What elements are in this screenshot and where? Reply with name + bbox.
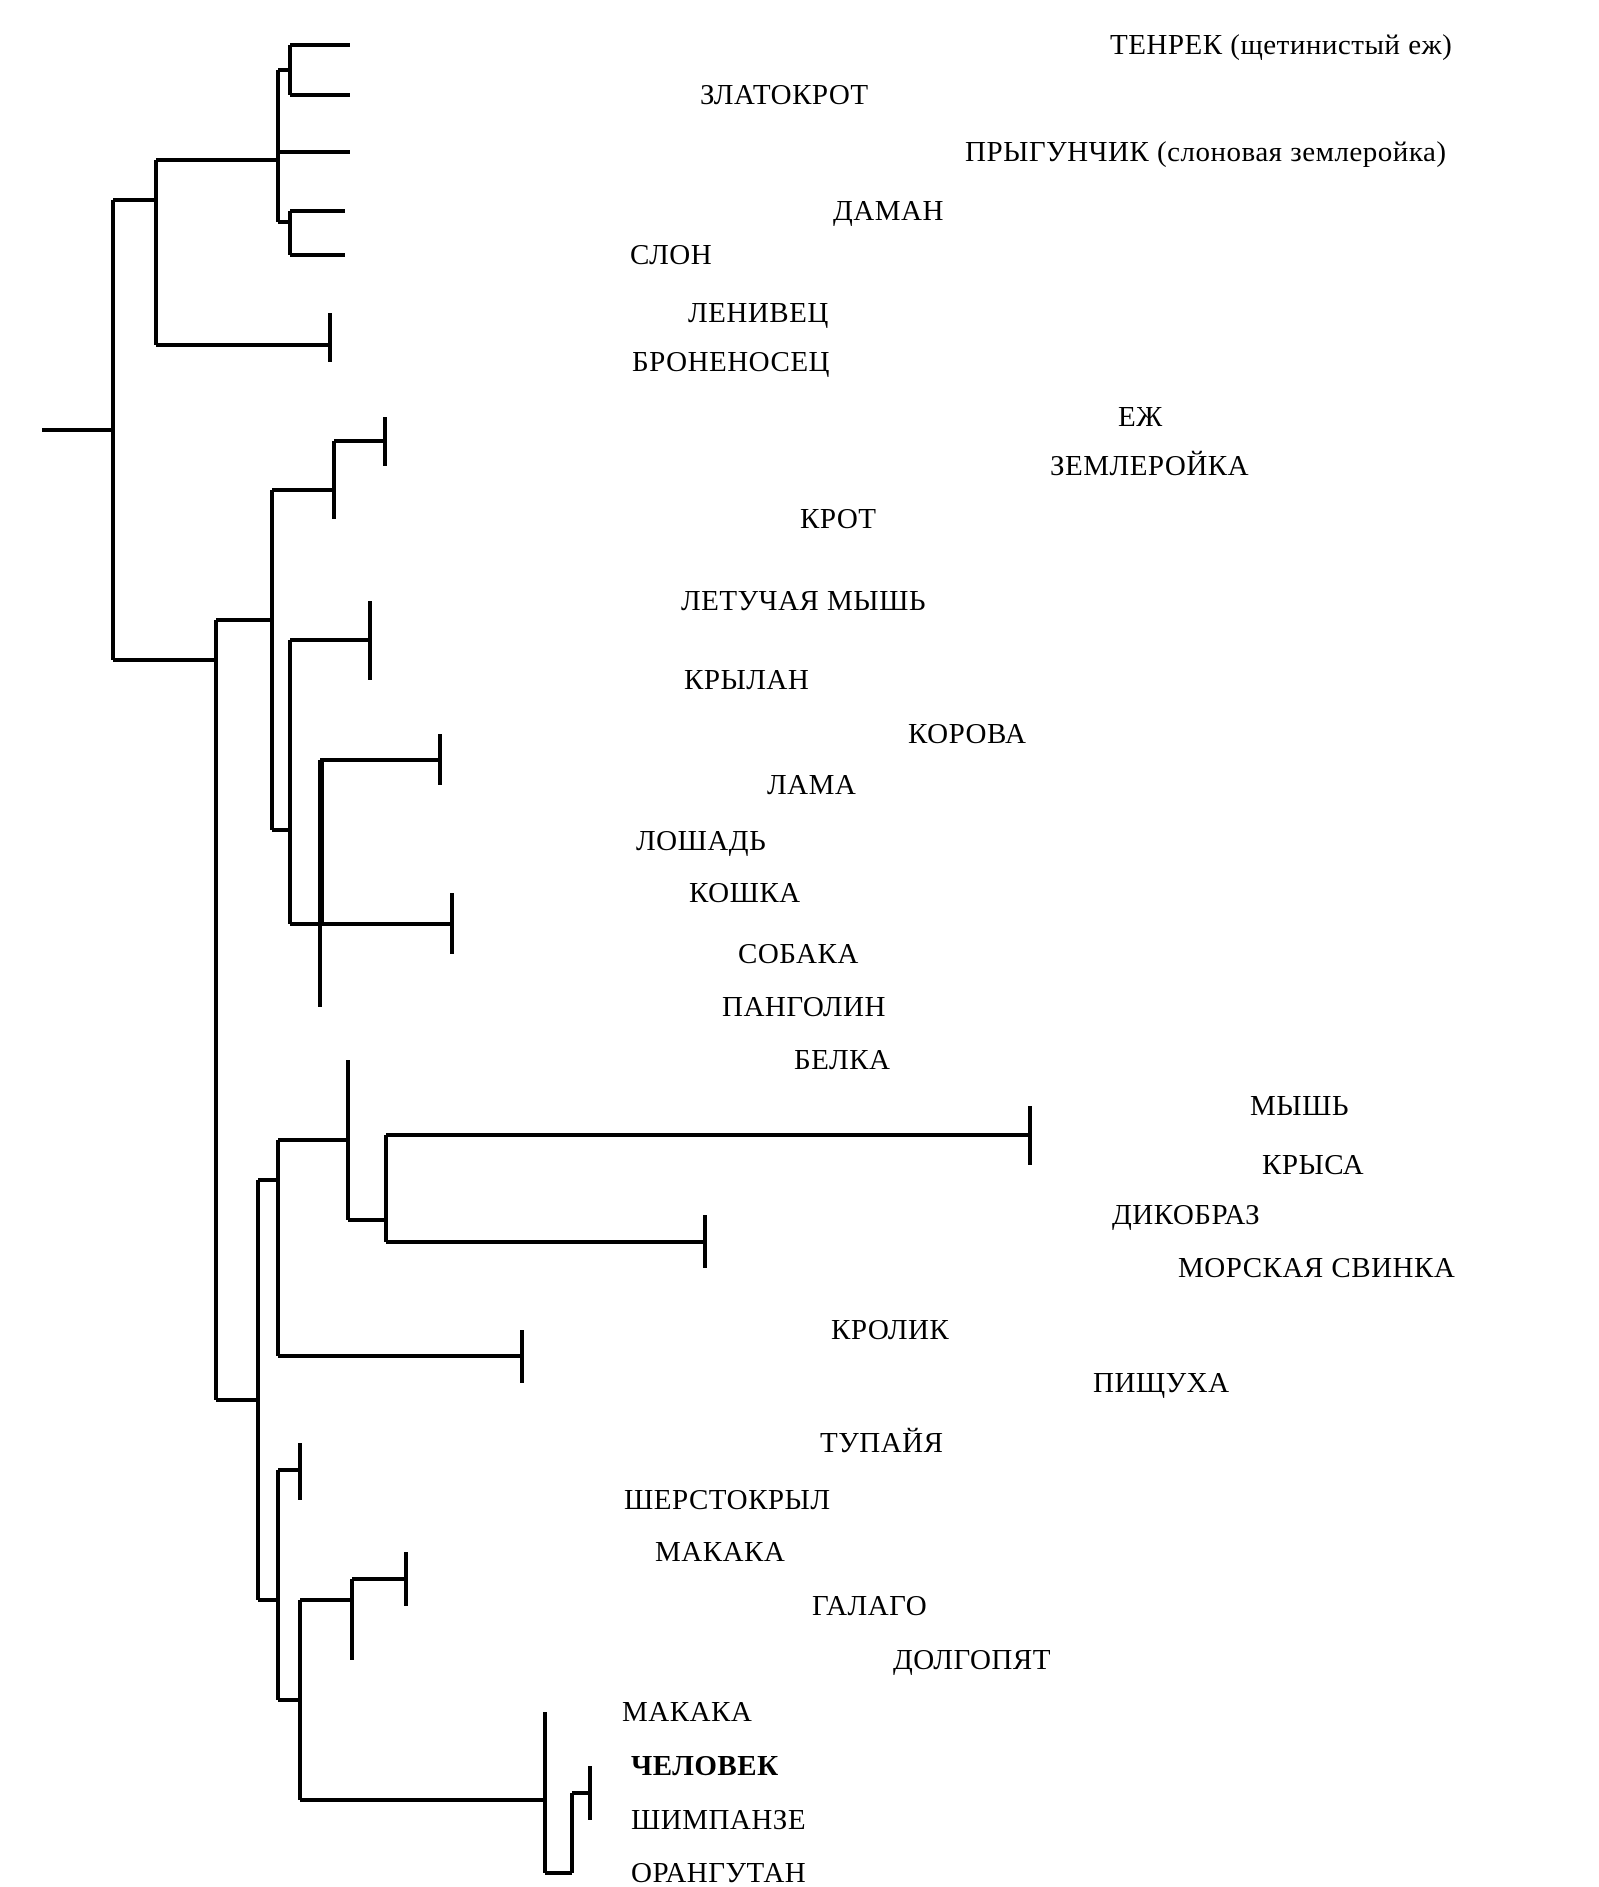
leaf-label-porcupine: ДИКОБРАЗ xyxy=(1112,1199,1261,1231)
leaf-label-shrew: ЗЕМЛЕРОЙКА xyxy=(1050,450,1250,482)
leaf-label-treeshrew: ТУПАЙЯ xyxy=(820,1427,944,1459)
leaf-label-macaque-1: МАКАКА xyxy=(655,1536,786,1568)
leaf-label-guinea-pig: МОРСКАЯ СВИНКА xyxy=(1178,1252,1456,1284)
leaf-label-squirrel: БЕЛКА xyxy=(794,1044,891,1076)
leaf-label-bat: ЛЕТУЧАЯ МЫШЬ xyxy=(681,585,926,617)
leaf-label-rat: КРЫСА xyxy=(1262,1149,1365,1181)
leaf-label-armadillo: БРОНЕНОСЕЦ xyxy=(632,346,830,378)
leaf-label-tarsier: ДОЛГОПЯТ xyxy=(893,1644,1051,1676)
leaf-label-colugo: ШЕРСТОКРЫЛ xyxy=(624,1484,831,1516)
leaf-label-tenrec: ТЕНРЕК (щетинистый еж) xyxy=(1110,29,1453,61)
leaf-label-hyrax: ДАМАН xyxy=(833,195,944,227)
leaf-label-chimpanzee: ШИМПАНЗЕ xyxy=(631,1804,807,1836)
leaf-label-horse: ЛОШАДЬ xyxy=(636,825,767,857)
leaf-label-galago: ГАЛАГО xyxy=(812,1590,928,1622)
leaf-label-mole: КРОТ xyxy=(800,503,877,535)
leaf-label-mouse: МЫШЬ xyxy=(1250,1090,1349,1122)
leaf-label-golden-mole: ЗЛАТОКРОТ xyxy=(700,79,869,111)
leaf-label-pangolin: ПАНГОЛИН xyxy=(722,991,886,1023)
leaf-label-elephant: СЛОН xyxy=(630,239,713,271)
leaf-label-macaque-2: МАКАКА xyxy=(622,1696,753,1728)
leaf-label-cat: КОШКА xyxy=(689,877,801,909)
leaf-label-pika: ПИЩУХА xyxy=(1093,1367,1230,1399)
leaf-label-flying-fox: КРЫЛАН xyxy=(684,664,810,696)
leaf-label-sloth: ЛЕНИВЕЦ xyxy=(688,297,829,329)
leaf-label-cow: КОРОВА xyxy=(908,718,1027,750)
leaf-label-rabbit: КРОЛИК xyxy=(831,1314,950,1346)
leaf-label-hedgehog: ЕЖ xyxy=(1118,401,1163,433)
leaf-label-llama: ЛАМА xyxy=(767,769,857,801)
leaf-label-orangutan: ОРАНГУТАН xyxy=(631,1857,807,1887)
leaf-label-human: ЧЕЛОВЕК xyxy=(631,1750,779,1782)
leaf-label-dog: СОБАКА xyxy=(738,938,859,970)
leaf-label-sengi: ПРЫГУНЧИК (слоновая землеройка) xyxy=(965,136,1447,168)
